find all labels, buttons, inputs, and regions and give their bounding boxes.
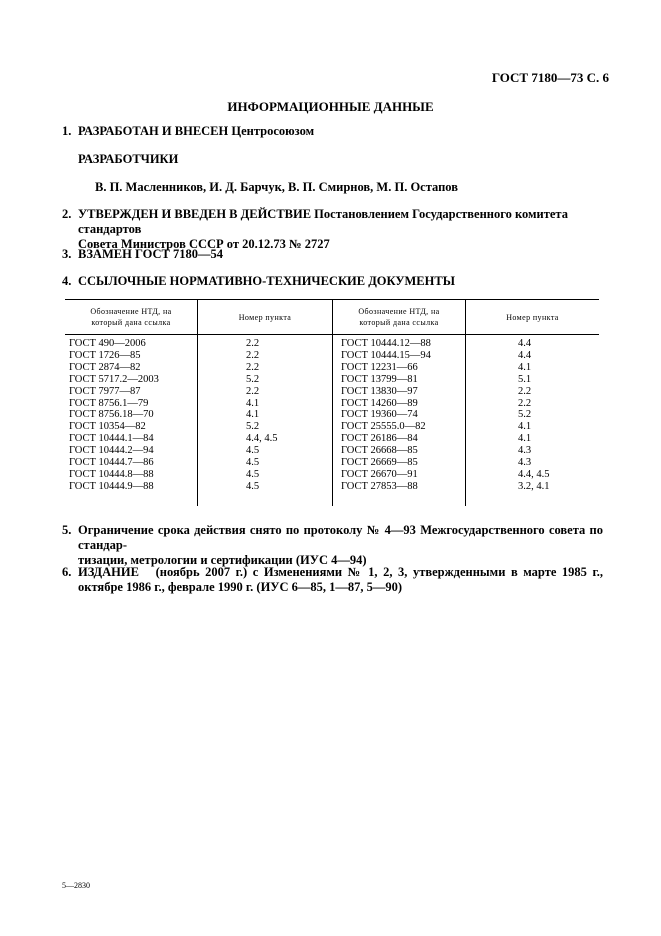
table-cell-clause: 2.2	[518, 385, 532, 397]
table-cell-clause: 3.2, 4.1	[518, 480, 550, 492]
table-cell-clause: 5.2	[246, 421, 260, 433]
table-cell-designation: ГОСТ 8756.1—79	[69, 397, 149, 409]
section-1	[62, 124, 603, 139]
page-header-doc-ref: ГОСТ 7180—73 С. 6	[491, 70, 609, 85]
table-cell-clause: 4.1	[246, 397, 260, 409]
section-4-number: 4.	[62, 274, 72, 288]
left-designation-column	[69, 338, 159, 493]
table-cell-clause: 4.5	[246, 457, 260, 469]
table-cell-designation: ГОСТ 8756.18—70	[69, 409, 154, 421]
document-title: ИНФОРМАЦИОННЫЕ ДАННЫЕ	[227, 99, 434, 114]
section-3	[62, 247, 603, 262]
table-cell-clause: 2.2	[246, 338, 260, 349]
footer-code: 5—2830	[62, 881, 90, 890]
section-6-edition-label: ИЗДАНИЕ	[78, 565, 139, 579]
table-cell-designation: ГОСТ 7977—87	[69, 385, 141, 397]
section-6-line-1	[78, 565, 603, 580]
table-cell-designation: ГОСТ 10444.7—86	[69, 457, 154, 469]
header-designation-line-2: который дана ссылка	[91, 318, 171, 327]
table-cell-designation: ГОСТ 12231—66	[341, 361, 418, 373]
table-cell-designation: ГОСТ 10444.9—88	[69, 480, 154, 492]
section-1-number: 1.	[62, 124, 72, 138]
table-cell-clause: 4.5	[246, 445, 260, 457]
table-cell-designation: ГОСТ 10444.1—84	[69, 433, 154, 445]
section-6-edition-details: (ноябрь 2007 г.) с Изменениями № 1, 2, 3, утвержденными в марте 1985 г.,	[155, 565, 603, 579]
table-cell-clause: 4.4, 4.5	[246, 433, 278, 445]
section-6	[62, 565, 603, 595]
table-cell-clause: 4.3	[518, 445, 532, 457]
table-cell-clause: 4.4, 4.5	[518, 468, 550, 480]
section-6-line-2: октябре 1986 г., феврале 1990 г. (ИУС 6—85, 1—87, 5—90)	[78, 580, 403, 594]
table-cell-clause: 2.2	[246, 361, 260, 373]
table-cell-designation: ГОСТ 26670—91	[341, 468, 418, 480]
table-cell-designation: ГОСТ 10444.15—94	[341, 349, 431, 361]
table-cell-clause: 4.1	[518, 421, 532, 433]
table-cell-designation: ГОСТ 490—2006	[69, 338, 146, 349]
table-cell-clause: 4.4	[518, 338, 532, 349]
table-cell-designation: ГОСТ 26186—84	[341, 433, 418, 445]
header-designation-left	[65, 300, 197, 334]
section-2	[62, 207, 603, 252]
section-3-number: 3.	[62, 247, 72, 261]
header-designation-line-1: Обозначение НТД, на	[90, 307, 172, 316]
table-cell-designation: ГОСТ 14260—89	[341, 397, 418, 409]
header-designation-line-2: который дана ссылка	[359, 318, 439, 327]
header-clause-label: Номер пункта	[238, 312, 292, 322]
table-cell-designation: ГОСТ 25555.0—82	[341, 421, 426, 433]
header-clause-right	[466, 300, 599, 334]
table-cell-designation: ГОСТ 13799—81	[341, 373, 418, 385]
table-cell-clause: 4.1	[518, 433, 532, 445]
header-designation-line-1: Обозначение НТД, на	[358, 307, 440, 316]
section-5-line-2: тизации, метрологии и сертификации (ИУС 4—94)	[78, 553, 367, 567]
table-cell-designation: ГОСТ 10444.12—88	[341, 338, 431, 349]
header-clause-label: Номер пункта	[506, 312, 559, 322]
table-cell-clause: 4.1	[246, 409, 260, 421]
header-clause-left	[198, 300, 332, 334]
developers-list: В. П. Масленников, И. Д. Барчук, В. П. Смирнов, М. П. Остапов	[95, 180, 458, 194]
section-4	[62, 274, 603, 289]
section-2-line-2: Совета Министров СССР от 20.12.73 № 2727	[78, 237, 330, 251]
section-2-line-1: УТВЕРЖДЕН И ВВЕДЕН В ДЕЙСТВИЕ Постановлением Государственного комитета стандартов	[78, 207, 568, 236]
table-cell-clause: 5.2	[518, 409, 532, 421]
table-cell-designation: ГОСТ 10444.2—94	[69, 445, 154, 457]
section-3-text: ВЗАМЕН ГОСТ 7180—54	[78, 247, 223, 261]
section-2-number: 2.	[62, 207, 72, 221]
table-cell-clause: 4.5	[246, 480, 260, 492]
section-5	[62, 523, 603, 568]
table-cell-clause: 2.2	[246, 349, 260, 361]
table-cell-designation: ГОСТ 26668—85	[341, 445, 418, 457]
table-cell-clause: 5.1	[518, 373, 532, 385]
table-cell-clause: 2.2	[518, 397, 532, 409]
table-cell-clause: 2.2	[246, 385, 260, 397]
header-designation-right	[333, 300, 465, 334]
table-cell-clause: 4.4	[518, 349, 532, 361]
table-cell-designation: ГОСТ 10444.8—88	[69, 468, 154, 480]
table-cell-designation: ГОСТ 2874—82	[69, 361, 141, 373]
table-cell-clause: 4.3	[518, 457, 532, 469]
right-clause-column	[518, 338, 550, 493]
right-designation-column	[341, 338, 431, 493]
section-5-number: 5.	[62, 523, 72, 537]
table-cell-clause: 5.2	[246, 373, 260, 385]
section-5-line-1: Ограничение срока действия снято по протоколу № 4—93 Межгосударственного совета по стандар-	[78, 523, 603, 552]
table-cell-clause: 4.1	[518, 361, 532, 373]
section-6-number: 6.	[62, 565, 72, 579]
table-cell-clause: 4.5	[246, 468, 260, 480]
section-4-text: ССЫЛОЧНЫЕ НОРМАТИВНО-ТЕХНИЧЕСКИЕ ДОКУМЕНТЫ	[78, 274, 455, 288]
table-cell-designation: ГОСТ 26669—85	[341, 457, 418, 469]
table-cell-designation: ГОСТ 27853—88	[341, 480, 418, 492]
table-cell-designation: ГОСТ 5717.2—2003	[69, 373, 159, 385]
table-cell-designation: ГОСТ 1726—85	[69, 349, 141, 361]
table-cell-designation: ГОСТ 13830—97	[341, 385, 418, 397]
table-cell-designation: ГОСТ 10354—82	[69, 421, 146, 433]
reference-documents-table	[65, 299, 599, 506]
left-clause-column	[246, 338, 278, 493]
section-1-text: РАЗРАБОТАН И ВНЕСЕН Центросоюзом	[78, 124, 315, 138]
table-cell-designation: ГОСТ 19360—74	[341, 409, 418, 421]
developers-heading: РАЗРАБОТЧИКИ	[78, 152, 179, 166]
